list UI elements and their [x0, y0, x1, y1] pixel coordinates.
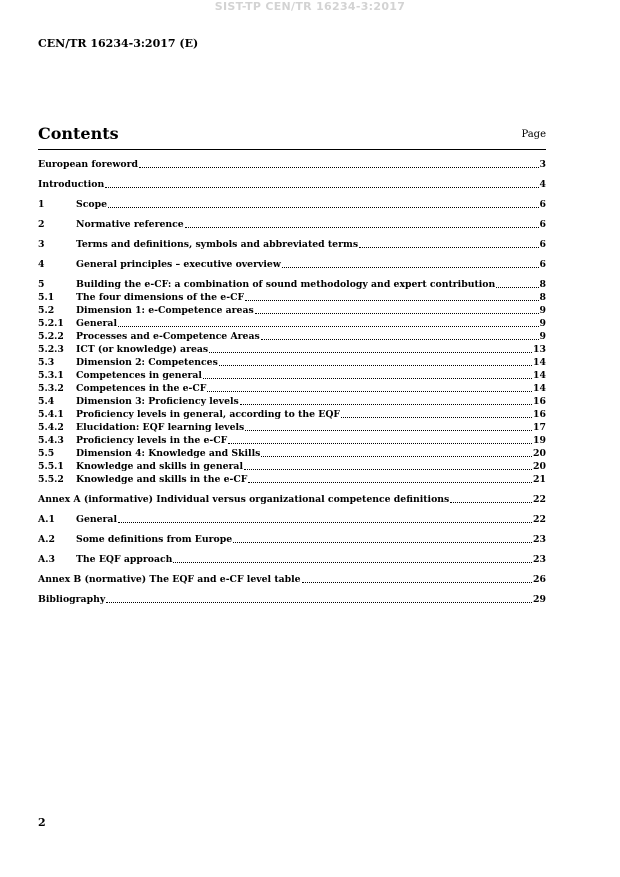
toc-entry-title: Proficiency levels in the e-CF	[76, 435, 228, 446]
toc-entry-number: 5.5	[38, 448, 55, 459]
toc-entry-number: A.3	[38, 554, 55, 565]
toc-entry[interactable]	[38, 304, 546, 317]
toc-entry-title: Proficiency levels in general, according to the EQF	[76, 409, 341, 420]
toc-entry[interactable]	[38, 369, 546, 382]
toc-entry-title: General	[76, 318, 117, 329]
toc-entry-page: 22	[533, 514, 546, 525]
dot-leader	[207, 391, 532, 392]
toc-entry[interactable]	[38, 573, 546, 586]
toc-entry-page: 26	[533, 574, 546, 585]
toc-entry-page: 6	[539, 199, 546, 210]
toc-entry-number: A.1	[38, 514, 55, 525]
dot-leader	[244, 469, 532, 470]
dot-leader	[341, 417, 532, 418]
toc-entry-number: 5.5.2	[38, 474, 64, 485]
toc-entry-number: 5.4.3	[38, 435, 64, 446]
toc-entry-title: Terms and definitions, symbols and abbreviated terms	[76, 239, 359, 250]
page-number: 2	[38, 816, 46, 829]
toc-entry-title: Dimension 1: e-Competence areas	[76, 305, 254, 316]
toc-entry[interactable]	[38, 178, 546, 191]
toc-entry[interactable]	[38, 198, 546, 211]
dot-leader	[282, 267, 539, 268]
toc-entry-number: 5.4.1	[38, 409, 64, 420]
dot-leader	[261, 456, 532, 457]
dot-leader	[219, 365, 532, 366]
toc-entry-page: 4	[539, 179, 546, 190]
toc-entry-title: The four dimensions of the e-CF	[76, 292, 245, 303]
dot-leader	[261, 339, 539, 340]
toc-entry-number: 5.5.1	[38, 461, 64, 472]
toc-entry-number: 2	[38, 219, 45, 230]
toc-entry-page: 14	[533, 383, 546, 394]
toc-entry-number: 5.2.1	[38, 318, 64, 329]
toc-entry-title: Bibliography	[38, 594, 106, 605]
toc-entry-number: 4	[38, 259, 45, 270]
toc-entry[interactable]	[38, 513, 546, 526]
toc-entry-page: 21	[533, 474, 546, 485]
toc-entry[interactable]	[38, 460, 546, 473]
toc-entry-page: 6	[539, 239, 546, 250]
toc-entry-title: Competences in the e-CF	[76, 383, 207, 394]
toc-entry-title: The EQF approach	[76, 554, 173, 565]
toc-entry[interactable]	[38, 317, 546, 330]
dot-leader	[245, 430, 532, 431]
toc-entry-number: 5	[38, 279, 45, 290]
dot-leader	[359, 247, 538, 248]
dot-leader	[185, 227, 539, 228]
dot-leader	[105, 187, 538, 188]
heading-rule	[38, 149, 546, 150]
dot-leader	[255, 313, 539, 314]
toc-entry-title: Knowledge and skills in the e-CF	[76, 474, 248, 485]
toc-entry-page: 14	[533, 370, 546, 381]
toc-entry-number: 5.1	[38, 292, 55, 303]
toc-entry-number: 5.2	[38, 305, 55, 316]
table-of-contents	[38, 158, 546, 606]
contents-heading: Contents	[38, 124, 119, 143]
toc-entry-number: 3	[38, 239, 45, 250]
toc-entry-title: Processes and e-Competence Areas	[76, 331, 260, 342]
dot-leader	[245, 300, 538, 301]
toc-entry-page: 23	[533, 534, 546, 545]
toc-entry-page: 8	[539, 279, 546, 290]
toc-entry[interactable]	[38, 473, 546, 486]
toc-entry[interactable]	[38, 395, 546, 408]
toc-entry-page: 23	[533, 554, 546, 565]
toc-entry-page: 16	[533, 409, 546, 420]
toc-entry-title: Dimension 2: Competences	[76, 357, 218, 368]
dot-leader	[118, 522, 532, 523]
toc-entry-title: ICT (or knowledge) areas	[76, 344, 209, 355]
toc-entry-title: General principles – executive overview	[76, 259, 281, 270]
toc-entry[interactable]	[38, 382, 546, 395]
dot-leader	[108, 207, 539, 208]
toc-entry[interactable]	[38, 533, 546, 546]
dot-leader	[139, 167, 539, 168]
toc-entry[interactable]	[38, 408, 546, 421]
toc-entry-title: Some definitions from Europe	[76, 534, 233, 545]
toc-entry-page: 6	[539, 259, 546, 270]
dot-leader	[248, 482, 532, 483]
dot-leader	[209, 352, 532, 353]
toc-entry-title: Knowledge and skills in general	[76, 461, 243, 472]
dot-leader	[496, 287, 538, 288]
toc-entry-number: 5.4	[38, 396, 55, 407]
toc-entry-number: A.2	[38, 534, 55, 545]
toc-entry-page: 16	[533, 396, 546, 407]
toc-entry-number: 5.3.1	[38, 370, 64, 381]
toc-entry[interactable]	[38, 218, 546, 231]
toc-entry-page: 29	[533, 594, 546, 605]
document-id: CEN/TR 16234-3:2017 (E)	[38, 37, 199, 50]
toc-entry-title: Annex B (normative) The EQF and e-CF level table	[38, 574, 301, 585]
toc-entry-title: Dimension 3: Proficiency levels	[76, 396, 239, 407]
toc-entry[interactable]	[38, 238, 546, 251]
dot-leader	[118, 326, 539, 327]
toc-entry-title: Competences in general	[76, 370, 202, 381]
toc-entry-title: Elucidation: EQF learning levels	[76, 422, 245, 433]
dot-leader	[228, 443, 532, 444]
toc-entry-page: 22	[533, 494, 546, 505]
toc-entry-title: Annex A (informative) Individual versus organizational competence definitions	[38, 494, 450, 505]
toc-entry[interactable]	[38, 593, 546, 606]
page-column-label: Page	[521, 129, 546, 140]
toc-entry[interactable]	[38, 258, 546, 271]
dot-leader	[302, 582, 532, 583]
toc-entry[interactable]	[38, 343, 546, 356]
toc-entry[interactable]	[38, 553, 546, 566]
dot-leader	[173, 562, 532, 563]
dot-leader	[240, 404, 532, 405]
toc-entry-page: 19	[533, 435, 546, 446]
toc-entry-page: 9	[539, 318, 546, 329]
toc-entry-page: 13	[533, 344, 546, 355]
toc-entry-page: 6	[539, 219, 546, 230]
toc-entry-title: Normative reference	[76, 219, 184, 230]
toc-entry-page: 9	[539, 305, 546, 316]
toc-entry-page: 20	[533, 461, 546, 472]
toc-entry-number: 1	[38, 199, 45, 210]
toc-entry[interactable]	[38, 434, 546, 447]
dot-leader	[233, 542, 532, 543]
dot-leader	[203, 378, 532, 379]
toc-entry-number: 5.4.2	[38, 422, 64, 433]
watermark: SIST-TP CEN/TR 16234-3:2017	[214, 0, 406, 13]
toc-entry[interactable]	[38, 421, 546, 434]
toc-entry-title: European foreword	[38, 159, 138, 170]
toc-entry[interactable]	[38, 278, 546, 291]
toc-entry-number: 5.3.2	[38, 383, 64, 394]
toc-entry-page: 17	[533, 422, 546, 433]
toc-entry-page: 20	[533, 448, 546, 459]
toc-entry[interactable]	[38, 158, 546, 171]
toc-entry-title: Building the e-CF: a combination of sound methodology and expert contribution	[76, 279, 496, 290]
toc-entry-title: General	[76, 514, 117, 525]
toc-entry-number: 5.2.2	[38, 331, 64, 342]
toc-entry-page: 3	[539, 159, 546, 170]
dot-leader	[106, 602, 532, 603]
toc-entry-title: Scope	[76, 199, 107, 210]
toc-entry[interactable]	[38, 447, 546, 460]
toc-entry-number: 5.3	[38, 357, 55, 368]
toc-entry-page: 9	[539, 331, 546, 342]
toc-entry-number: 5.2.3	[38, 344, 64, 355]
toc-entry[interactable]	[38, 330, 546, 343]
toc-entry-title: Dimension 4: Knowledge and Skills	[76, 448, 261, 459]
dot-leader	[450, 502, 532, 503]
toc-entry-page: 14	[533, 357, 546, 368]
toc-entry-page: 8	[539, 292, 546, 303]
toc-entry-title: Introduction	[38, 179, 105, 190]
toc-entry[interactable]	[38, 356, 546, 369]
toc-entry[interactable]	[38, 291, 546, 304]
toc-entry[interactable]	[38, 493, 546, 506]
